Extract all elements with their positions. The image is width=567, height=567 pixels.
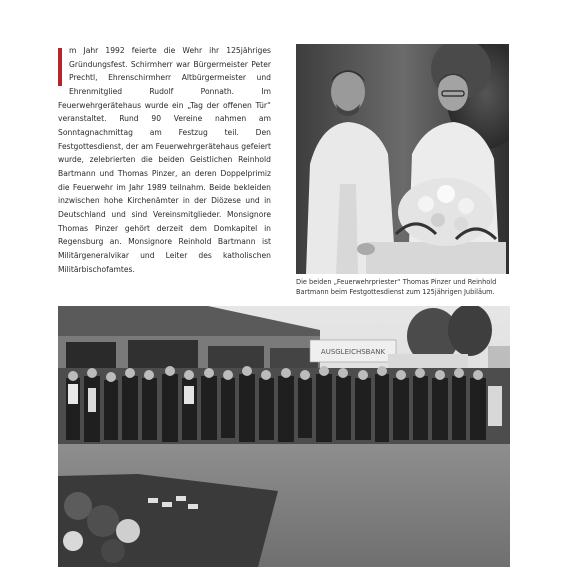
crowd-photo-image <box>58 306 510 567</box>
priests-photo-caption <box>296 277 511 297</box>
crowd-photo <box>58 306 510 567</box>
priests-photo <box>296 44 509 274</box>
article-paragraph: m Jahr 1992 feierte die Wehr ihr 125jähriges Gründungsfest. Schirmherr war Bürgermeister Peter Prechtl, Ehrenschirmherr Altbürgermeister und Ehrenmitglied Rudolf Ponnath. Im Feuerwehrgerätehaus wurde ein „Tag der offenen Tür“ veranstaltet. Rund 90 Vereine nahmen am Sonntagnachmittag am Festzug teil. Den Festgottesdienst, der am Feuerwehrgerätehaus gefeiert wurde, zelebrierten die beiden Geistlichen Reinhold Bartmann und Thomas Pinzer, an deren Doppelprimiz die Feuerwehr im Jahr 1989 teilnahm. Beide bekleiden inzwischen hohe Kirchenämter in der Diözese und in Deutschland und sind Vereinsmitglieder. Monsignore Thomas Pinzer gehört derzeit dem Domkapitel in Regensburg an. Monsignore Reinhold Bartmann ist Militärgeneralvikar und Leiter des katholischen Militärbischofamtes. <box>58 46 271 274</box>
caption-line-1: Die beiden „Feuerwehrpriester“ Thomas Pinzer und Reinhold <box>296 278 497 286</box>
caption-line-2: Bartmann beim Festgottesdienst zum 125jährigen Jubiläum. <box>296 288 495 296</box>
signboard-text: AUSGLEICHSBANK <box>320 348 386 356</box>
article-text-column <box>58 44 271 276</box>
red-dropcap-bar <box>58 48 62 86</box>
priests-photo-image <box>296 44 509 274</box>
